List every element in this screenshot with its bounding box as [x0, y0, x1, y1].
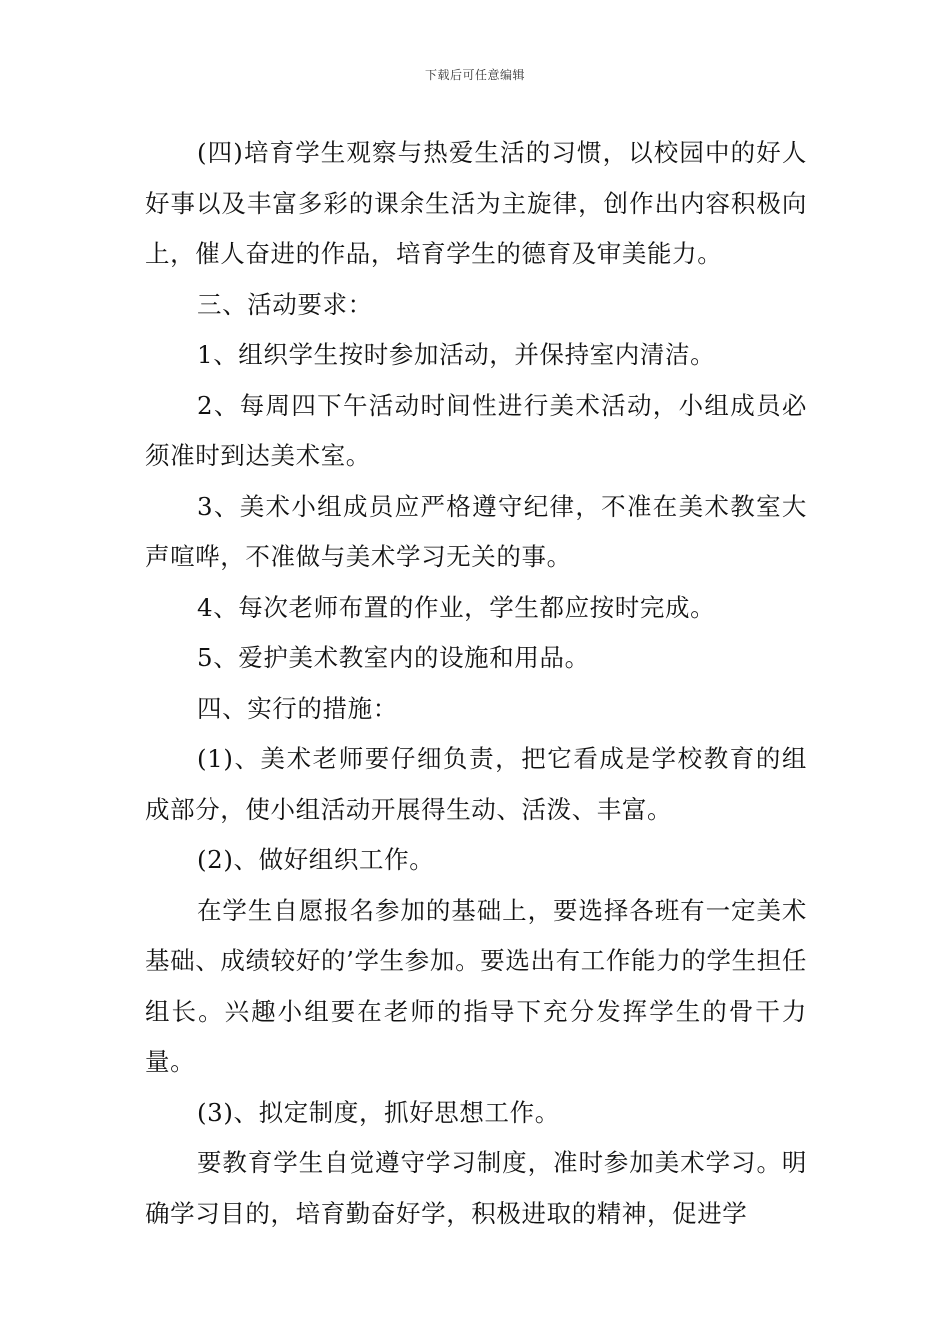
requirement-item-4: 4、每次老师布置的作业，学生都应按时完成。	[197, 592, 716, 622]
measure-item-3: (3)、拟定制度，抓好思想工作。	[197, 1097, 560, 1127]
requirement-item-5: 5、爱护美术教室内的设施和用品。	[197, 643, 590, 672]
paragraph-goal-four: (四)培育学生观察与热爱生活的习惯，以校园中的好人好事以及丰富多彩的课余生活为主旋律，创作出内容积极向上，催人奋进的作品，培育学生的德育及审美能力。	[145, 138, 807, 268]
page-header: 下载后可任意编辑	[424, 68, 525, 82]
heading-activity-requirements: 三、活动要求：	[197, 289, 373, 319]
measure-item-3-detail: 要教育学生自觉遵守学习制度，准时参加美术学习。明确学习目的，培育勤奋好学，积极进取的精神，促进学	[145, 1148, 807, 1228]
requirement-item-3: 3、美术小组成员应严格遵守纪律，不准在美术教室大声喧哗，不准做与美术学习无关的事。	[145, 491, 807, 571]
requirement-item-1: 1、组织学生按时参加活动，并保持室内清洁。	[197, 340, 716, 369]
measure-item-2-detail: 在学生自愿报名参加的基础上，要选择各班有一定美术基础、成绩较好的’学生参加。要选出有工作能力的学生担任组长。兴趣小组要在老师的指导下充分发挥学生的骨干力量。	[145, 895, 807, 1076]
requirement-item-2: 2、每周四下午活动时间性进行美术活动，小组成员必须准时到达美术室。	[145, 390, 807, 470]
measure-item-2: (2)、做好组织工作。	[197, 845, 435, 874]
document-body	[145, 128, 807, 1239]
heading-measures: 四、实行的措施：	[197, 693, 398, 723]
measure-item-1: (1)、美术老师要仔细负责，把它看成是学校教育的组成部分，使小组活动开展得生动、活泼、丰富。	[145, 744, 807, 824]
